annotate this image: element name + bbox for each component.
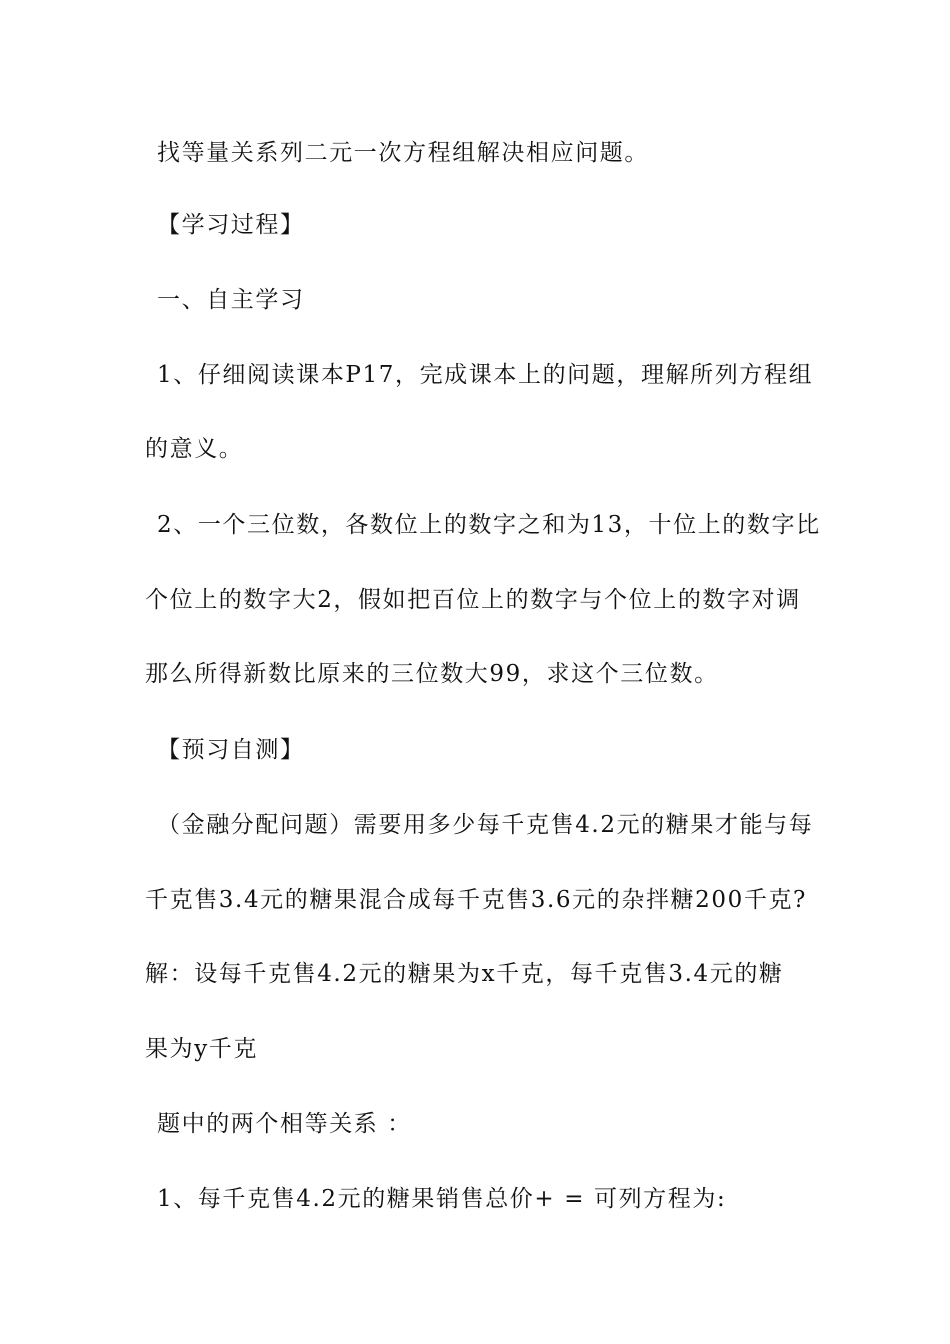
question-1-line-2: 的意义。: [145, 436, 244, 462]
relation-1-line: 1、每千克售4.2元的糖果销售总价+ = 可列方程为:: [157, 1186, 727, 1212]
question-2-line-2: 个位上的数字大2，假如把百位上的数字与个位上的数字对调: [145, 587, 801, 613]
question-2-line-3: 那么所得新数比原来的三位数大99，求这个三位数。: [145, 661, 719, 687]
question-2-line-1: 2、一个三位数，各数位上的数字之和为13，十位上的数字比: [157, 512, 821, 538]
section-heading-learning-process: 【学习过程】: [157, 212, 305, 238]
problem-line-1: （金融分配问题）需要用多少每千克售4.2元的糖果才能与每: [157, 812, 814, 838]
equal-relations-prompt: 题中的两个相等关系 ：: [157, 1111, 412, 1137]
solution-line-2: 果为y千克: [145, 1036, 258, 1062]
subheading-self-study: 一、自主学习: [157, 287, 305, 313]
section-heading-preview-test: 【预习自测】: [157, 737, 305, 763]
text-line-objective: 找等量关系列二元一次方程组解决相应问题。: [157, 140, 649, 166]
question-1-line-1: 1、仔细阅读课本P17，完成课本上的问题，理解所列方程组: [157, 362, 814, 388]
problem-line-2: 千克售3.4元的糖果混合成每千克售3.6元的杂拌糖200千克?: [145, 887, 807, 913]
solution-line-1: 解：设每千克售4.2元的糖果为x千克，每千克售3.4元的糖: [145, 961, 784, 987]
